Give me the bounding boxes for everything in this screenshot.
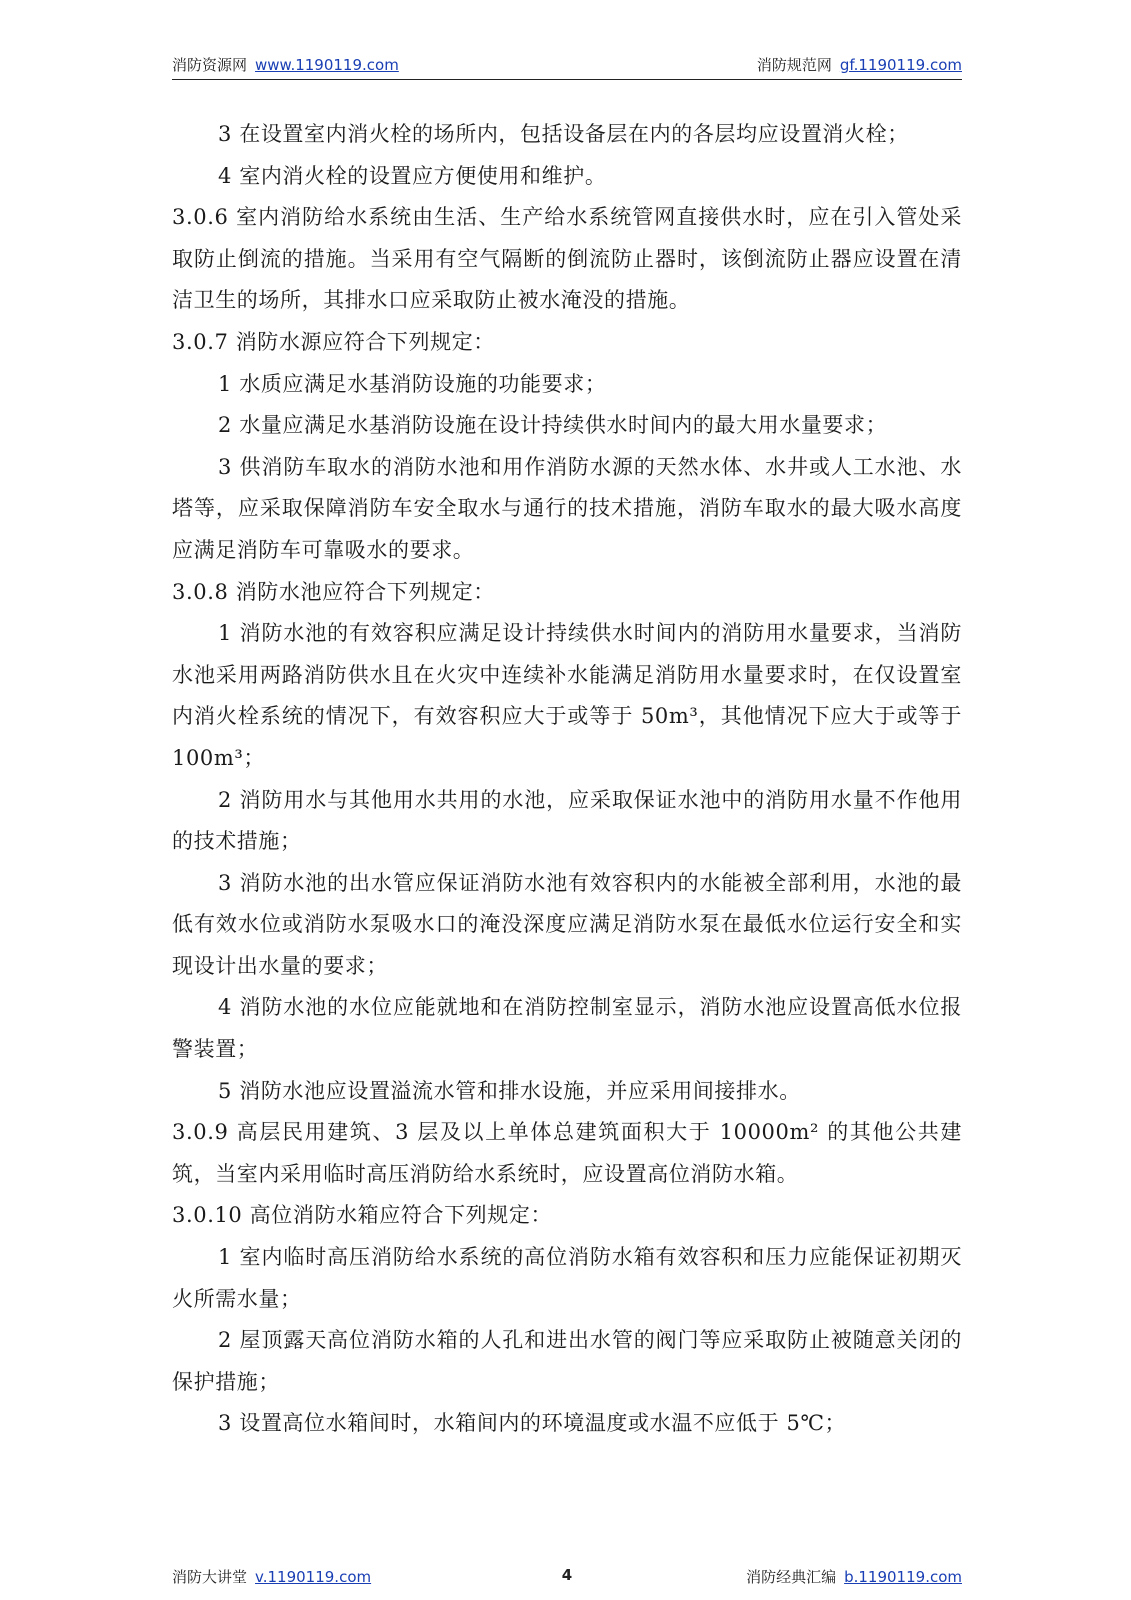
page-footer [172,1566,962,1590]
footer-right [746,1566,962,1587]
header-right-label: 消防规范网 [756,56,832,74]
paragraph: 3 设置高位水箱间时，水箱间内的环境温度或水温不应低于 5℃； [218,1411,847,1436]
header-divider [172,79,962,80]
footer-right-link[interactable]: b.1190119.com [844,1568,962,1586]
clause-paragraph: 3.0.10 高位消防水箱应符合下列规定： [172,1203,553,1228]
clause-paragraph: 3.0.7 消防水源应符合下列规定： [172,329,495,354]
paragraph: 3 消防水池的出水管应保证消防水池有效容积内的水能被全部利用，水池的最低有效水位或消防水泵吸水口的淹没深度应满足消防水泵在最低水位运行安全和实现设计出水量的要求； [172,870,962,978]
paragraph: 4 消防水池的水位应能就地和在消防控制室显示，消防水池应设置高低水位报警装置； [172,995,962,1062]
page-number: 4 [561,1566,573,1584]
paragraph: 3 在设置室内消火栓的场所内，包括设备层在内的各层均应设置消火栓； [218,122,909,146]
header-left-label: 消防资源网 [172,56,248,74]
paragraph: 1 室内临时高压消防给水系统的高位消防水箱有效容积和压力应能保证初期灭火所需水量； [172,1245,962,1311]
document-body [172,114,962,1445]
header-left [172,54,399,75]
page-header [172,54,962,78]
paragraph: 1 水质应满足水基消防设施的功能要求； [218,371,607,396]
header-left-link[interactable]: www.1190119.com [255,56,399,74]
paragraph: 2 消防用水与其他用水共用的水池，应采取保证水池中的消防用水量不作他用的技术措施； [172,787,962,854]
footer-right-label: 消防经典汇编 [746,1568,837,1586]
footer-left-link[interactable]: v.1190119.com [255,1568,372,1586]
footer-left-label: 消防大讲堂 [172,1568,248,1586]
header-right-link[interactable]: gf.1190119.com [839,56,962,74]
paragraph: 2 水量应满足水基消防设施在设计持续供水时间内的最大用水量要求； [218,413,888,438]
paragraph: 5 消防水池应设置溢流水管和排水设施，并应采用间接排水。 [218,1078,801,1103]
clause-paragraph: 3.0.8 消防水池应符合下列规定： [172,579,495,604]
paragraph: 3 供消防车取水的消防水池和用作消防水源的天然水体、水井或人工水池、水塔等，应采取保障消防车安全取水与通行的技术措施，消防车取水的最大吸水高度应满足消防车可靠吸水的要求。 [172,454,962,562]
paragraph: 2 屋顶露天高位消防水箱的人孔和进出水管的阀门等应采取防止被随意关闭的保护措施； [172,1328,962,1394]
clause-paragraph: 3.0.9 高层民用建筑、3 层及以上单体总建筑面积大于 10000m² 的其他公共建筑，当室内采用临时高压消防给水系统时，应设置高位消防水箱。 [172,1120,962,1186]
clause-paragraph: 3.0.6 室内消防给水系统由生活、生产给水系统管网直接供水时，应在引入管处采取防止倒流的措施。当采用有空气隔断的倒流防止器时，该倒流防止器应设置在清洁卫生的场所，其排水口应采取防止被水淹没的措施。 [172,205,962,313]
paragraph: 4 室内消火栓的设置应方便使用和维护。 [218,163,607,188]
header-right [757,54,962,75]
paragraph: 1 消防水池的有效容积应满足设计持续供水时间内的消防用水量要求，当消防水池采用两路消防供水且在火灾中连续补水能满足消防用水量要求时，在仅设置室内消火栓系统的情况下，有效容积应大于或等于 50m³，其他情况下应大于或等于 100m³； [172,621,962,770]
